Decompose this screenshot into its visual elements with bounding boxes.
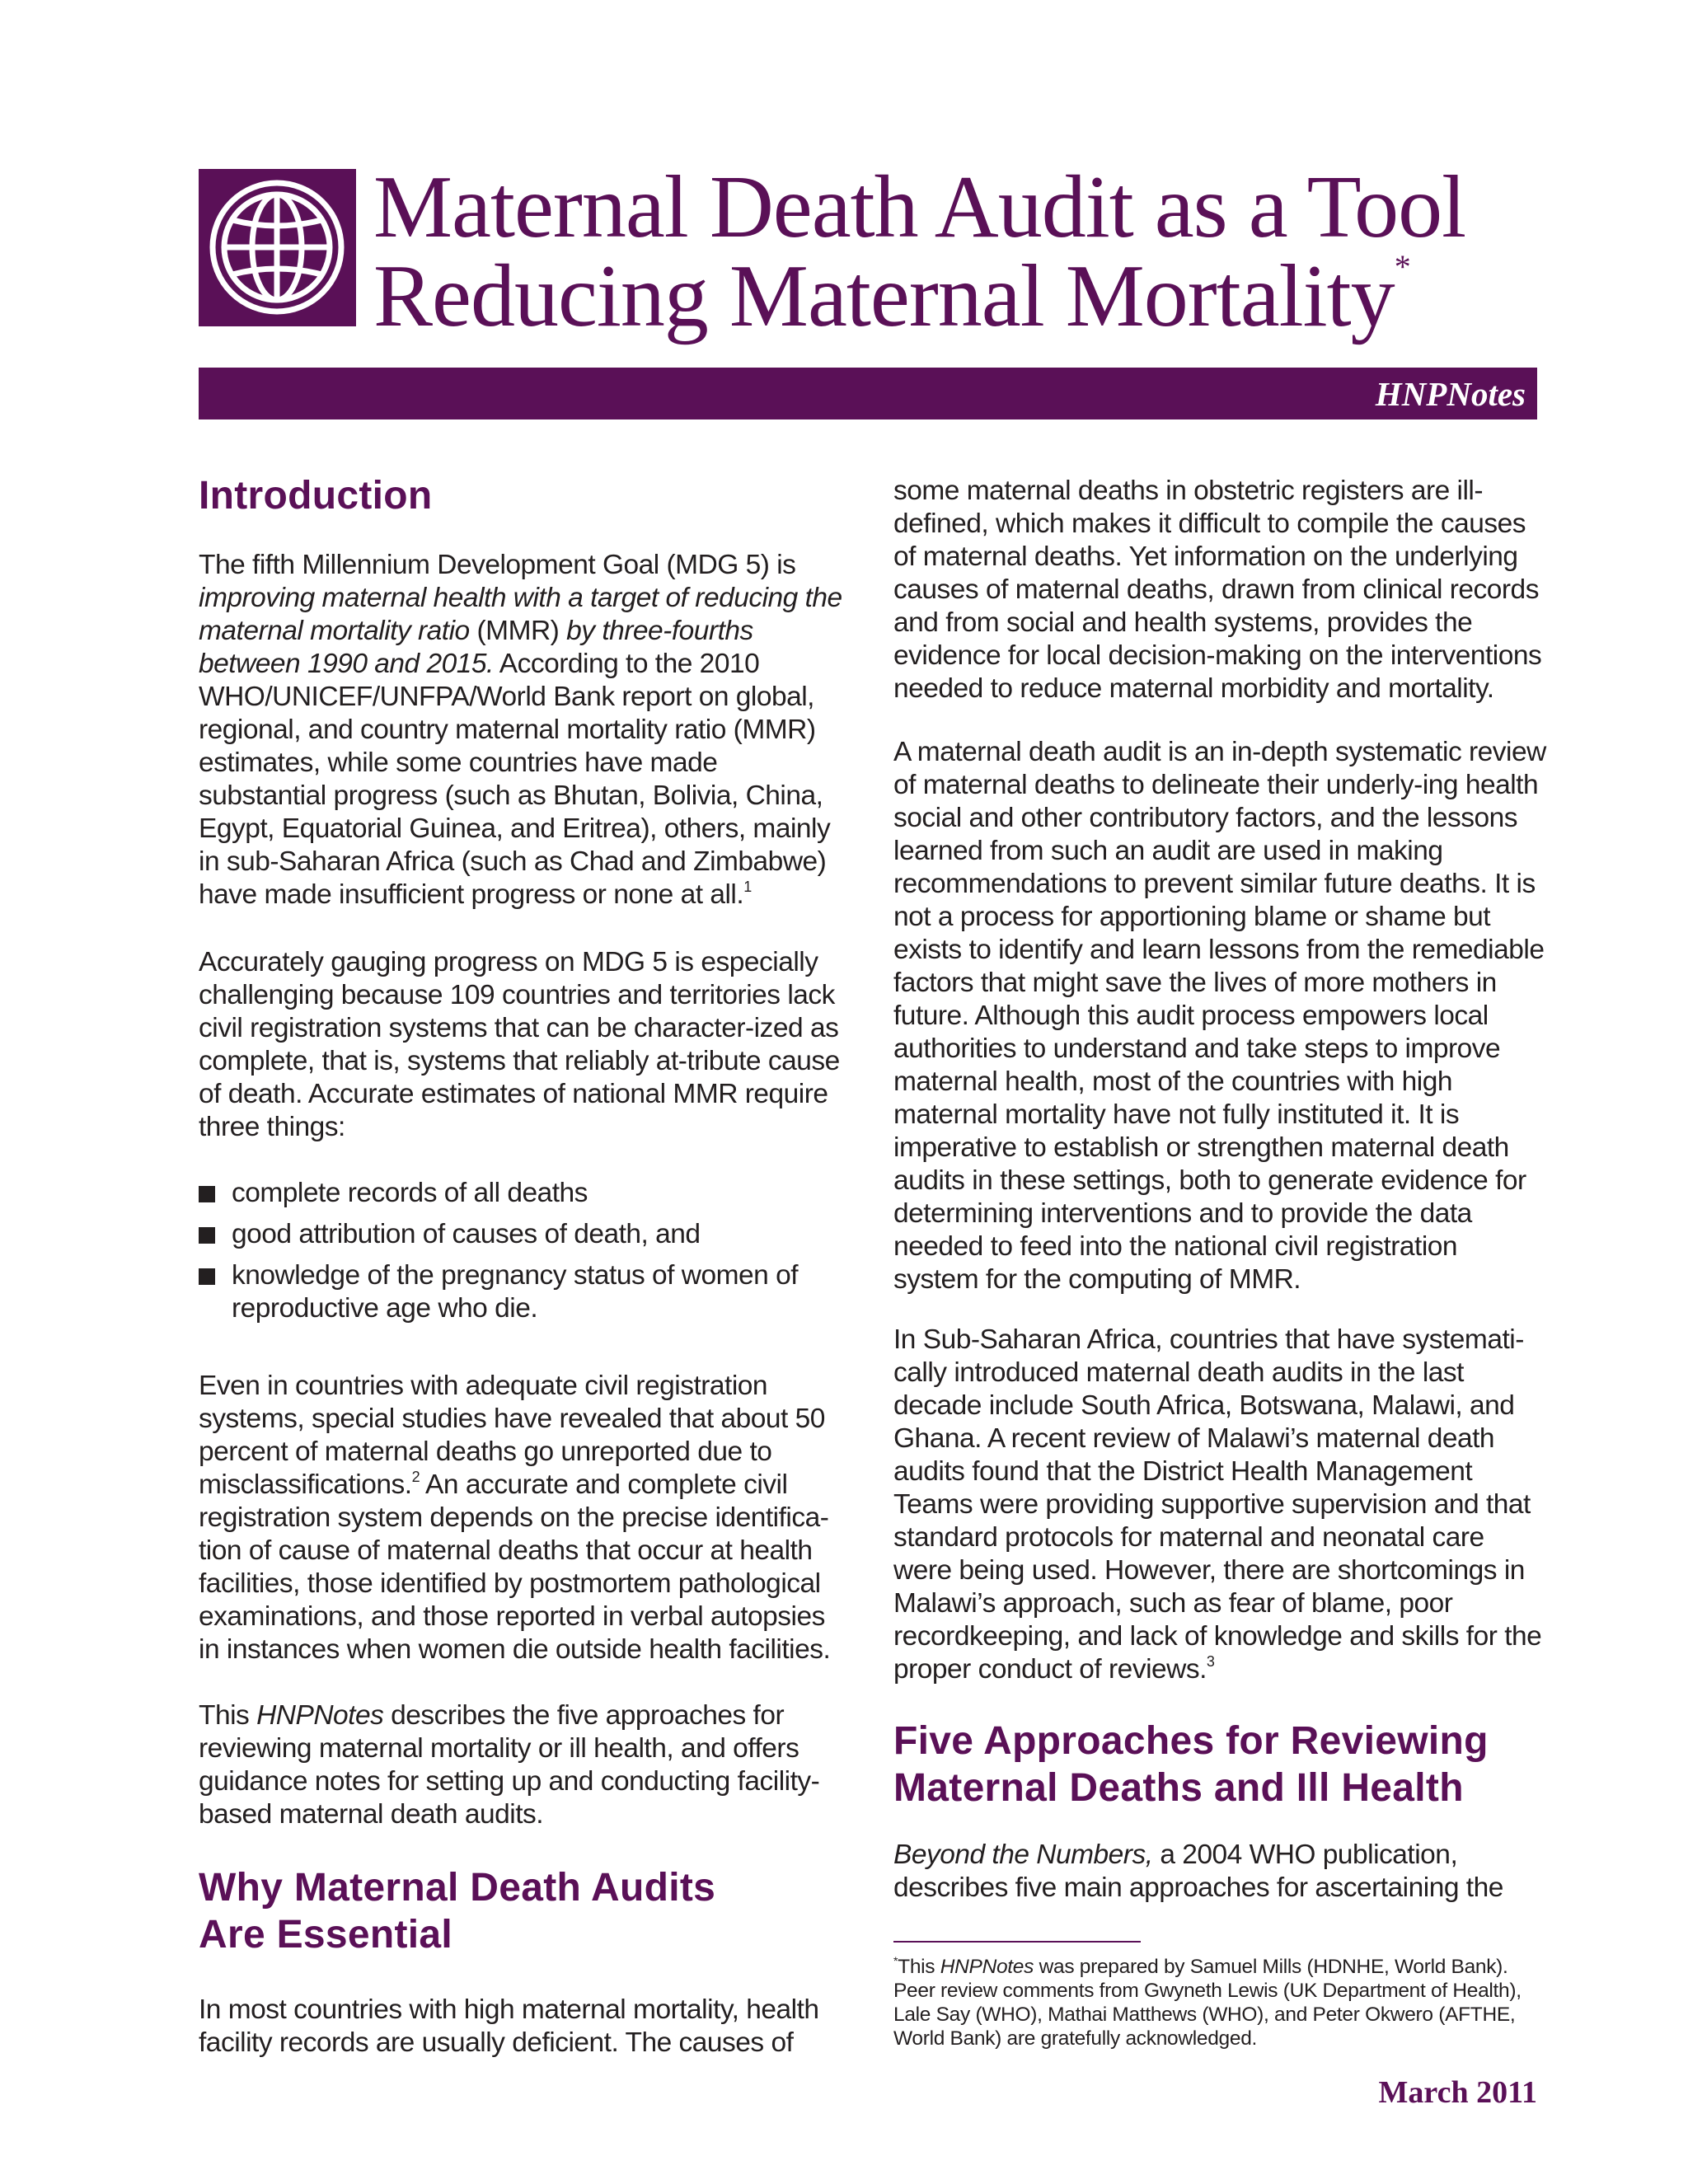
- text-run: was prepared by Samuel Mills (HDNHE, World Bank). Peer review comments from Gwyneth Lewis (UK Department of Health), Lale Say (WHO), Mathai Matthews (WHO), and Peter Okwero (AFTHE, World Bank) are gratefully acknowledged.: [893, 1956, 1522, 2050]
- square-bullet-icon: [199, 1268, 215, 1285]
- intro-paragraph-4: [199, 1699, 850, 1831]
- why-paragraph-continued: some maternal deaths in obstetric registers are ill-defined, which makes it difficult to compile the causes of maternal deaths. Yet information on the underlying causes of maternal deaths, drawn from clinical records and from social and health systems, provides the evidence for local decision-making on the interventions needed to reduce maternal morbidity and mortality.: [893, 476, 1542, 704]
- footnote-ref: 1: [743, 879, 752, 895]
- text-run: The fifth Millennium Development Goal (MDG 5) is: [199, 550, 796, 580]
- intro-paragraph-2: Accurately gauging progress on MDG 5 is especially challenging because 109 countries and territories lack civil registration systems that can be character-ized as complete, that is, systems that reliably at-tribute cause of death. Accurate estimates of national MMR require three things:: [199, 947, 840, 1142]
- heading-line: Are Essential: [199, 1913, 453, 1957]
- why-heading: [199, 1864, 715, 1958]
- why-paragraph-3: [893, 1324, 1549, 1686]
- footnote-divider: [893, 1941, 1141, 1943]
- square-bullet-icon: [199, 1227, 215, 1244]
- footnote-marker: *: [893, 1954, 898, 1967]
- why-paragraph-1: In most countries with high maternal mortality, health facility records are usually deficient. The causes of: [199, 1994, 819, 2058]
- text-run: (MMR): [469, 616, 567, 646]
- intro-paragraph-3: [199, 1370, 850, 1666]
- text-run: In Sub-Saharan Africa, countries that have systemati-cally introduced maternal death audits in the last decade include South Africa, Botswana, Malawi, and Ghana. A recent review of Malawi’s maternal death audits found that the District Health Management Teams were providing supportive supervision and that standard protocols for maternal and neonatal care were being used. However, there are shortcomings in Malawi’s approach, such as fear of blame, poor recordkeeping, and lack of knowledge and skills for the proper conduct of reviews.: [893, 1324, 1542, 1685]
- world-bank-logo: [199, 169, 356, 326]
- text-run: An accurate and complete civil registration system depends on the precise identifica-tion of cause of maternal deaths that occur at health facilities, those identified by postmortem pathological examinations, and those reported in verbal autopsies in instances when women die outside health facilities.: [199, 1469, 831, 1665]
- emphasis-run: HNPNotes: [256, 1700, 384, 1731]
- publication-date: March 2011: [1378, 2075, 1537, 2110]
- five-approaches-paragraph: [893, 1839, 1549, 1905]
- why-paragraph-2: A maternal death audit is an in-depth systematic review of maternal deaths to delineate their underly-ing health social and other contributory factors, and the lessons learned from such an audit are used in making recommendations to prevent similar future deaths. It is not a process for apportioning blame or shame but exists to identify and learn lessons from the remediable factors that might save the lives of more mothers in future. Although this audit process empowers local authorities to understand and take steps to improve maternal health, most of the countries with high maternal mortality have not fully instituted it. It is imperative to establish or strengthen maternal death audits in these settings, both to generate evidence for determining interventions and to provide the data needed to feed into the national civil registration system for the computing of MMR.: [893, 737, 1546, 1295]
- series-label: HNPNotes: [1375, 375, 1526, 413]
- five-approaches-heading: [893, 1718, 1489, 1811]
- text-run: According to the 2010 WHO/UNICEF/UNFPA/World Bank report on global, regional, and country maternal mortality ratio (MMR) estimates, while some countries have made substantial progress (such as Bhutan, Bolivia, China, Egypt, Equatorial Guinea, and Eritrea), others, mainly in sub-Saharan Africa (such as Chad and Zimbabwe) have made insufficient progress or none at all.: [199, 649, 831, 910]
- emphasis-run: improving maternal health with a target of reducing the maternal mortality ratio: [199, 583, 842, 646]
- heading-line: Why Maternal Death Audits: [199, 1866, 716, 1910]
- text-run: Even in countries with adequate civil registration systems, special studies have revealed that about 50 percent of maternal deaths go unreported due to misclassifications.: [199, 1371, 825, 1500]
- emphasis-run: Beyond the Numbers,: [893, 1840, 1153, 1870]
- title-line-2: [373, 247, 1568, 345]
- emphasis-run: HNPNotes: [940, 1956, 1034, 1978]
- requirements-list: [199, 1177, 850, 1333]
- title-line-1: Maternal Death Audit as a Tool: [373, 158, 1466, 256]
- list-item-text: complete records of all deaths: [232, 1178, 588, 1208]
- intro-paragraph-1: [199, 549, 850, 912]
- heading-line: Maternal Deaths and Ill Health: [893, 1766, 1464, 1810]
- title-footnote-marker: *: [1394, 248, 1410, 285]
- text-run: This: [199, 1700, 257, 1731]
- footnote-ref: 3: [1206, 1653, 1215, 1670]
- footnote: [893, 1955, 1540, 2050]
- text-run: describes the five approaches for reviewing maternal mortality or ill health, and offers guidance notes for setting up and conducting facility-based maternal death audits.: [199, 1700, 820, 1830]
- list-item: [199, 1218, 850, 1251]
- text-run: a 2004 WHO publication, describes five main approaches for ascertaining the: [893, 1840, 1503, 1903]
- list-item-text: good attribution of causes of death, and: [232, 1219, 701, 1249]
- list-item: [199, 1259, 850, 1325]
- series-banner: [199, 368, 1537, 419]
- intro-heading: Introduction: [199, 474, 433, 518]
- list-item-text: knowledge of the pregnancy status of women of reproductive age who die.: [232, 1260, 799, 1324]
- list-item: [199, 1177, 850, 1210]
- world-bank-globe-icon: [199, 169, 356, 326]
- heading-line: Five Approaches for Reviewing: [893, 1719, 1489, 1763]
- text-run: This: [898, 1956, 940, 1978]
- title-line-2-text: Reducing Maternal Mortality: [373, 247, 1395, 345]
- footnote-ref: 2: [411, 1469, 420, 1485]
- emphasis-run: by three-fourths between 1990 and 2015.: [199, 616, 753, 679]
- page-title: [373, 158, 1568, 345]
- square-bullet-icon: [199, 1186, 215, 1202]
